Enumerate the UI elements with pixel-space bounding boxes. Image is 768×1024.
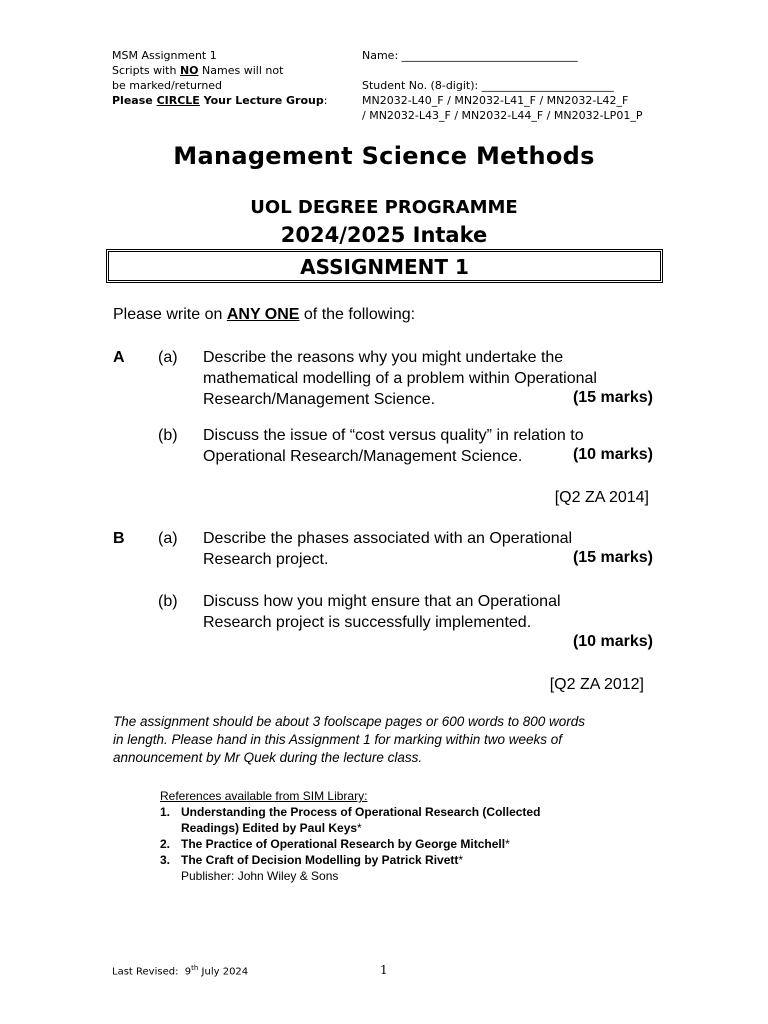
question-b-part-a-label: (a) — [158, 530, 178, 547]
question-a-part-a-marks: (15 marks) — [572, 389, 653, 406]
lecture-groups-line2: / MN2032-L43_F / MN2032-L44_F / MN2032-LP01_P — [362, 109, 643, 122]
reference-3-number: 3. — [160, 853, 171, 867]
question-b-part-b-line2: Research project is successfully implemented. — [203, 614, 532, 631]
page-number: 1 — [380, 963, 388, 977]
reference-1-line1: Understanding the Process of Operational Research (Collected — [181, 805, 541, 819]
assignment-note-line1: The assignment should be about 3 foolscape pages or 600 words to 800 words — [113, 714, 586, 729]
question-a-part-a-line2: mathematical modelling of a problem within Operational — [203, 370, 597, 387]
reference-1-text: Readings) Edited by Paul Keys — [181, 821, 358, 835]
question-a-label: A — [113, 349, 125, 366]
question-a-source: [Q2 ZA 2014] — [554, 489, 649, 506]
reference-3-line1 — [181, 852, 463, 868]
circle-lecture-group-instruction — [112, 94, 327, 108]
instruction-text: Please write on — [113, 306, 227, 323]
question-a-part-b-marks: (10 marks) — [572, 446, 653, 463]
question-b-part-a-line2: Research project. — [203, 551, 329, 568]
question-b-part-a-marks: (15 marks) — [572, 549, 653, 566]
question-a-part-a-line1: Describe the reasons why you might undertake the — [203, 349, 564, 366]
warning-emphasis: NO — [179, 64, 199, 77]
publisher-line: Publisher: John Wiley & Sons — [181, 869, 339, 883]
last-revised-month-year: July 2024 — [201, 966, 249, 978]
question-a-part-a-line3: Research/Management Science. — [203, 391, 436, 408]
scripts-warning-line1 — [112, 64, 283, 78]
question-b-part-b-line1: Discuss how you might ensure that an Operational — [203, 593, 561, 610]
assignment-note-line2: in length. Please hand in this Assignment 1 for marking within two weeks of — [113, 732, 562, 747]
reference-3-asterisk: * — [458, 853, 464, 867]
references-heading: References available from SIM Library: — [160, 789, 368, 803]
warning-text: Names will not — [198, 64, 284, 77]
last-revised — [112, 964, 248, 977]
name-field[interactable]: Name: ________________________________ — [362, 49, 578, 62]
instruction-emphasis: ANY ONE — [226, 306, 300, 323]
circle-emphasis: CIRCLE — [156, 94, 200, 107]
last-revised-ordinal: th — [191, 964, 199, 972]
warning-text: Scripts with — [112, 64, 180, 77]
reference-1-number: 1. — [160, 805, 171, 819]
scripts-warning-line2: be marked/returned — [112, 79, 223, 92]
question-b-part-b-marks: (10 marks) — [572, 633, 653, 650]
question-a-part-b-line2: Operational Research/Management Science. — [203, 448, 523, 465]
question-b-source: [Q2 ZA 2012] — [549, 676, 644, 693]
question-b-part-b-label: (b) — [158, 593, 178, 610]
question-b-part-a-line1: Describe the phases associated with an Operational — [203, 530, 573, 547]
reference-2-asterisk: * — [505, 837, 510, 851]
circle-text: Your Lecture Group — [199, 94, 324, 107]
instruction-line — [113, 304, 415, 325]
question-a-part-b-label: (b) — [158, 427, 178, 444]
reference-2-line1 — [181, 836, 510, 852]
circle-text: Please — [112, 94, 157, 107]
question-a-part-b-line1: Discuss the issue of “cost versus quality” in relation to — [203, 427, 584, 444]
question-b-label: B — [113, 530, 125, 547]
reference-2-number: 2. — [160, 837, 171, 851]
reference-2-text: The Practice of Operational Research by George Mitchell — [181, 837, 506, 851]
doc-id: MSM Assignment 1 — [112, 49, 217, 62]
reference-3-text: The Craft of Decision Modelling by Patrick Rivett — [181, 853, 459, 867]
last-revised-day: 9 — [184, 966, 192, 978]
programme-heading: UOL DEGREE PROGRAMME — [250, 197, 518, 218]
instruction-text: of the following: — [299, 306, 416, 323]
circle-colon: : — [323, 94, 328, 107]
lecture-groups-line1: MN2032-L40_F / MN2032-L41_F / MN2032-L42_F — [362, 94, 629, 107]
student-number-field[interactable]: Student No. (8-digit): ________________________ — [362, 79, 614, 92]
intake-heading: 2024/2025 Intake — [280, 223, 488, 247]
reference-1-line2 — [181, 820, 362, 836]
assignment-banner-text: ASSIGNMENT 1 — [300, 255, 469, 279]
reference-1-asterisk: * — [357, 821, 362, 835]
assignment-note-line3: announcement by Mr Quek during the lecture class. — [113, 750, 423, 765]
document-title: Management Science Methods — [173, 142, 595, 170]
question-a-part-a-label: (a) — [158, 349, 178, 366]
last-revised-label: Last Revised: — [112, 966, 179, 978]
